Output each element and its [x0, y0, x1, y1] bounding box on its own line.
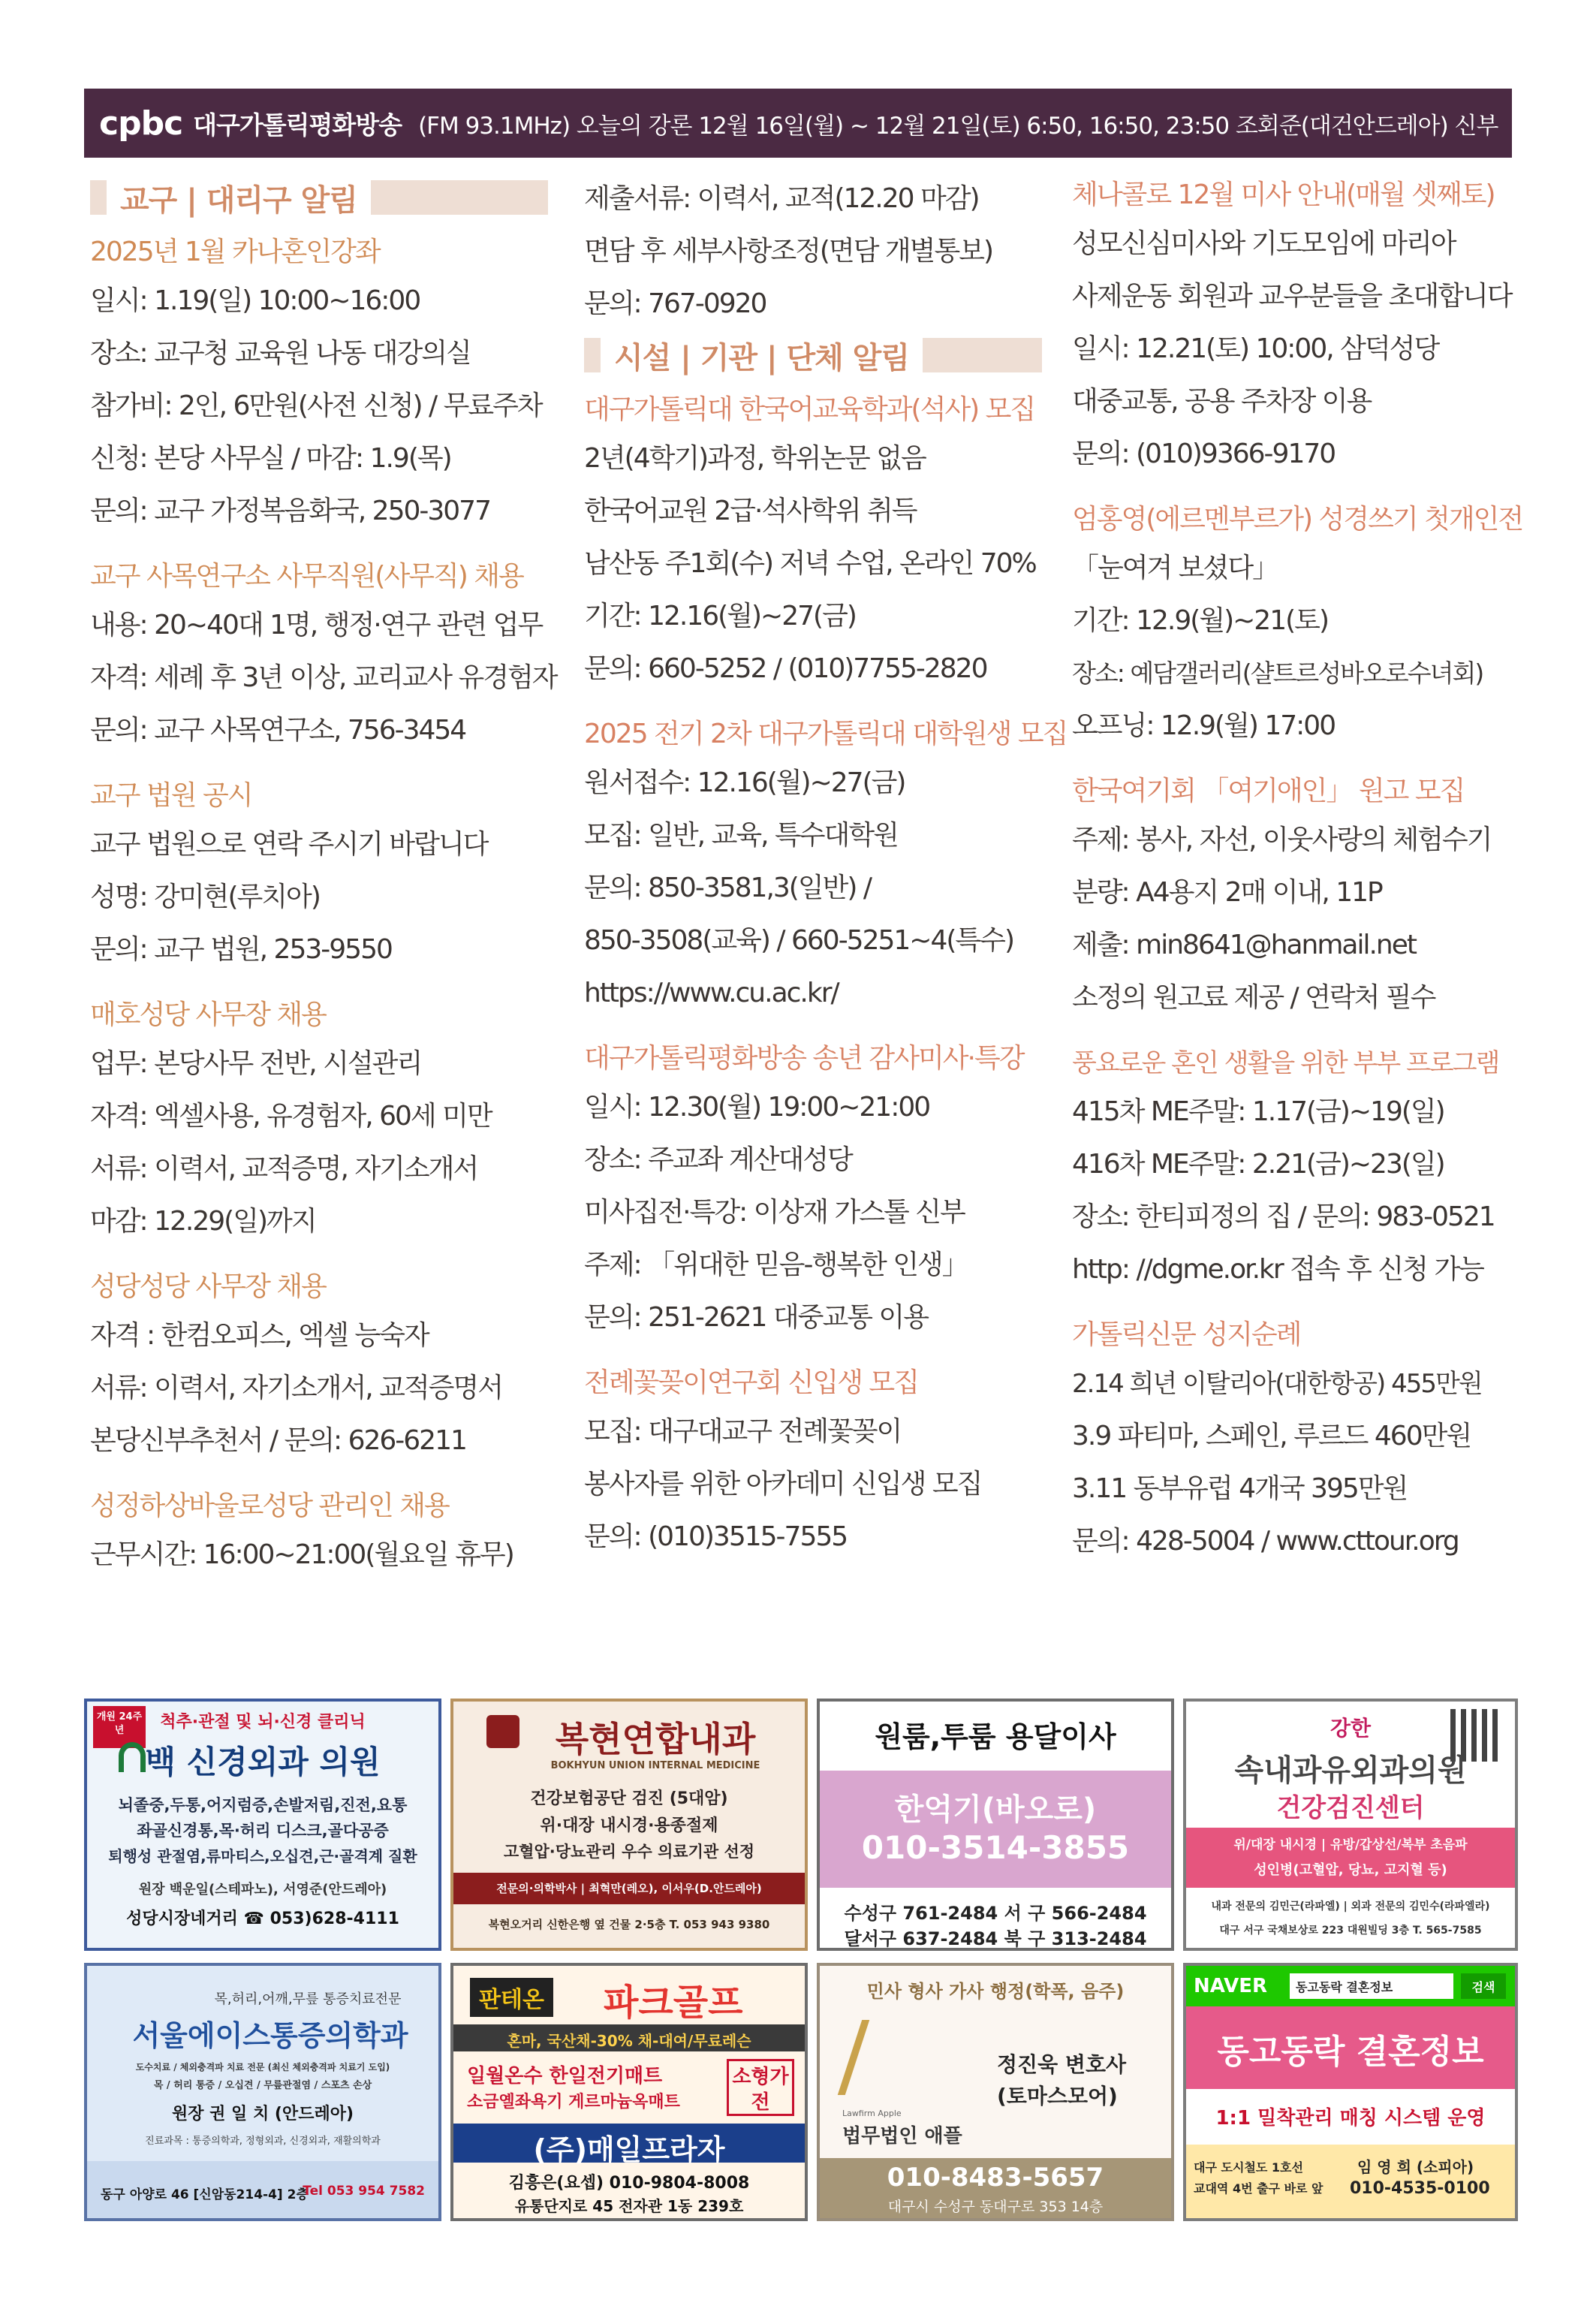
broadcast-info: (FM 93.1MHz) 오늘의 강론 12월 16일(월) ~ 12월 21일(토) 6:50, 16:50, 23:50 조회준(대건안드레아) 신부 [418, 112, 1498, 140]
notice-continuation [584, 173, 1042, 330]
ad-park-golf[interactable] [450, 1963, 808, 2221]
notice-line: 업무: 본당사무 전반, 시설관리 [90, 1048, 422, 1079]
ad-owner-name: 한억기(바오로) [894, 1792, 1097, 1827]
notice-line: 문의: 251-2621 대중교통 이용 [584, 1302, 928, 1333]
section-bar-left [90, 180, 107, 215]
ad-tag: 소형가전 [727, 2059, 794, 2116]
notice-line: 문의: 교구 사목연구소, 756-3454 [90, 715, 466, 746]
ad-contact-name: 임 영 희 (소피아) [1357, 2158, 1474, 2176]
notice-line: 2.14 희년 이탈리아(대한항공) 455만원 [1072, 1369, 1482, 1399]
notice-item [1072, 497, 1522, 752]
notice-title: 전례꽃꽂이연구회 신입생 모집 [584, 1367, 918, 1398]
notice-item [1072, 173, 1522, 481]
ad-services-line: 성인병(고혈압, 당뇨, 고지혈 등) [1254, 1862, 1447, 1878]
ad-lawyer: 정진욱 변호사 [997, 2052, 1127, 2077]
notice-line: 참가비: 2인, 6만원(사전 신청) / 무료주차 [90, 390, 542, 421]
ad-address: 유통단지로 45 전자관 1동 239호 [514, 2197, 744, 2215]
website-link[interactable]: http: //dgme.or.kr 접속 후 신청 가능 [1072, 1254, 1483, 1285]
notice-line: 2년(4학기)과정, 학위논문 없음 [584, 443, 926, 474]
notice-line: 장소: 주교좌 계산대성당 [584, 1144, 852, 1175]
email-link[interactable]: 제출: min8641@hanmail.net [1072, 930, 1416, 960]
ad-address: 대구시 수성구 동대구로 353 14층 [887, 2199, 1104, 2215]
notice-item [584, 387, 1042, 695]
header-bar [84, 89, 1512, 158]
ad-services-line: 목 / 허리 통증 / 오십견 / 무릎관절염 / 스포츠 손상 [153, 2080, 372, 2091]
section-title: 교구 | 대리구 알림 [120, 182, 357, 218]
ad-tagline: 목,허리,어깨,무릎 통증치료전문 [214, 1991, 402, 2007]
ad-services-line: 도수치료 / 체외충격파 치료 전문 (최신 체외충격파 치료기 도입) [135, 2062, 390, 2072]
notice-item [1072, 1041, 1522, 1296]
notice-line: 사제운동 회원과 교우분들을 초대합니다 [1072, 281, 1512, 312]
notice-line: 장소: 예담갤러리(샬트르성바오로수녀회) [1072, 659, 1483, 688]
notice-line: 신청: 본당 사무실 / 마감: 1.9(목) [90, 443, 451, 474]
column-1 [90, 173, 557, 1598]
notice-title: 2025 전기 2차 대구가톨릭대 대학원생 모집 [584, 719, 1068, 749]
ad-promo: 혼마, 국산채-30% 채-대여/무료레슨 [507, 2032, 751, 2050]
ad-tagline: 1:1 밀착관리 매칭 시스템 운영 [1215, 2107, 1486, 2130]
anniversary-badge: 개원 24주년 [93, 1706, 146, 1748]
notice-item [584, 1036, 1042, 1344]
section-bar-right [371, 180, 548, 215]
ad-gangan-clinic[interactable] [1183, 1699, 1518, 1951]
notice-item [90, 230, 548, 538]
notice-line: 서류: 이력서, 교적증명, 자기소개서 [90, 1153, 478, 1184]
ad-services-line: 퇴행성 관절염,류마티스,오십견,근·골격계 질환 [108, 1847, 417, 1865]
notice-line: 일시: 12.21(토) 10:00, 삼덕성당 [1072, 333, 1439, 364]
notice-line: 면담 후 세부사항조정(면담 개별통보) [584, 236, 993, 267]
website-link[interactable]: https://www.cu.ac.kr/ [584, 978, 839, 1008]
notice-line: 마감: 12.29(일)까지 [90, 1206, 316, 1237]
ad-address-phone: 대구 서구 국채보상로 223 대원빌딩 3층 T. 565-7585 [1219, 1925, 1482, 1937]
notice-line: 본당신부추천서 / 문의: 626-6211 [90, 1425, 466, 1456]
notice-line: 문의: 교구 가정복음화국, 250-3077 [90, 496, 490, 526]
notice-line: 자격: 엑셀사용, 유경험자, 60세 미만 [90, 1101, 492, 1132]
notice-line: 장소: 한티피정의 집 / 문의: 983-0521 [1072, 1201, 1495, 1232]
ad-product-line: 소금옐좌욕기 게르마늄옥매트 [467, 2093, 680, 2112]
notice-line: 소정의 원고료 제공 / 연락처 필수 [1072, 982, 1435, 1013]
ad-donggo-marriage[interactable] [1183, 1963, 1518, 2221]
notice-item [584, 1361, 1042, 1563]
ad-phone: 010-3514-3855 [861, 1829, 1130, 1866]
ad-clinic-name: 백 신경외과 의원 [145, 1744, 381, 1780]
ad-services-line: 고혈압·당뇨관리 우수 의료기관 선정 [503, 1843, 755, 1861]
ad-center-name: 건강검진센터 [1276, 1793, 1425, 1823]
notice-title: 한국여기회 「여기애인」 원고 모집 [1072, 776, 1465, 806]
notice-title: 성정하상바울로성당 관리인 채용 [90, 1491, 449, 1521]
ad-branch-phones: 달서구 637-2484 북 구 313-2484 [844, 1928, 1147, 1949]
ad-address: 동구 아양로 46 [신암동214-4] 2층 [101, 2187, 309, 2202]
ad-product: 파크골프 [604, 1982, 743, 2024]
notice-title: 가톨릭신문 성지순례 [1072, 1319, 1301, 1350]
ad-title: 원룸,투룸 용달이사 [875, 1720, 1116, 1753]
ad-firm-english: Lawfirm Apple [842, 2109, 902, 2118]
notice-item [90, 993, 548, 1248]
notice-line: 기간: 12.16(월)~27(금) [584, 601, 856, 632]
notice-line: 「눈여겨 보셨다」 [1072, 553, 1278, 583]
ad-moving-service[interactable] [817, 1699, 1174, 1951]
ad-company: (주)매일프라자 [533, 2133, 725, 2166]
section-header-diocese [90, 179, 548, 216]
notice-item [90, 773, 548, 976]
ad-services-line: 좌골신경통,목·허리 디스크,골다공증 [137, 1822, 389, 1840]
ad-seoul-ace-clinic[interactable] [84, 1963, 441, 2221]
ad-clinic-name: 속내과유외과의원 [1234, 1753, 1467, 1788]
naver-search-button[interactable]: 검색 [1461, 1973, 1506, 1999]
notice-item [90, 554, 557, 757]
notice-title: 성당성당 사무장 채용 [90, 1271, 326, 1302]
notice-line: 분량: A4용지 2매 이내, 11P [1072, 877, 1382, 908]
ad-firm-name: 법무법인 애플 [842, 2125, 962, 2148]
notice-line: 장소: 교구청 교육원 나동 대강의실 [90, 338, 471, 369]
notice-line: 성명: 강미현(루치아) [90, 882, 320, 912]
ad-director: 원장 권 일 치 (안드레아) [171, 2105, 354, 2124]
notice-line: 일시: 1.19(일) 10:00~16:00 [90, 285, 420, 316]
ad-clinic-name: 복현연합내과 [555, 1719, 756, 1759]
ad-practice-areas: 민사 형사 가사 행정(학폭, 음주) [866, 1981, 1125, 2002]
notice-line: 기간: 12.9(월)~21(토) [1072, 605, 1328, 636]
notice-title: 매호성당 사무장 채용 [90, 999, 326, 1030]
station-name: 대구가톨릭평화방송 [193, 110, 402, 140]
ad-address-phone: 복현오거리 신한은행 옆 건물 2·5층 T. 053 943 9380 [488, 1918, 770, 1931]
notice-title: 교구 사목연구소 사무직원(사무직) 채용 [90, 561, 523, 592]
notice-line: 문의: 767-0920 [584, 288, 766, 319]
notice-line: 문의: (010)9366-9170 [1072, 439, 1336, 469]
ad-contact: 김흥은(요셉) 010-9804-8008 [508, 2174, 750, 2193]
notice-line: 주제: 봉사, 자선, 이웃사랑의 체험수기 [1072, 824, 1492, 855]
section-bar-right [923, 338, 1042, 372]
notice-line: 모집: 일반, 교육, 특수대학원 [584, 820, 898, 851]
ad-clinic-english: BOKHYUN UNION INTERNAL MEDICINE [550, 1760, 760, 1771]
ad-doctors: 원장 백운일(스테파노), 서영준(안드레아) [138, 1882, 387, 1898]
ad-product-line: 일월온수 한일전기매트 [467, 2065, 663, 2087]
ad-doctors: 전문의·의학박사 | 최혁만(레오), 이서우(D.안드레아) [496, 1882, 762, 1895]
notice-line: 내용: 20~40대 1명, 행정·연구 관련 업무 [90, 610, 543, 641]
notice-line: 문의: 교구 법원, 253-9550 [90, 934, 392, 965]
notice-line: 봉사자를 위한 아카데미 신입생 모집 [584, 1469, 982, 1500]
notice-line: 오프닝: 12.9(월) 17:00 [1072, 710, 1336, 741]
notice-item [1072, 769, 1522, 1024]
notice-item [90, 1484, 548, 1581]
ad-location-phone: 성당시장네거리 ☎ 053)628-4111 [126, 1910, 399, 1928]
notice-title: 교구 법원 공시 [90, 780, 252, 811]
ad-law-firm-apple[interactable] [817, 1963, 1174, 2221]
column-2 [584, 173, 1068, 1580]
website-link[interactable]: 문의: 428-5004 / www.cttour.org [1072, 1526, 1459, 1557]
notice-title: 대구가톨릭대 한국어교육학과(석사) 모집 [584, 394, 1035, 425]
ad-services-line: 위/대장 내시경 | 유방/갑상선/복부 초음파 [1233, 1837, 1468, 1852]
ad-lawyer-baptismal: (토마스모어) [997, 2084, 1118, 2109]
notice-title: 2025년 1월 카나혼인강좌 [90, 237, 380, 267]
notice-title: 엄홍영(에르멘부르가) 성경쓰기 첫개인전 [1072, 504, 1523, 535]
ad-bokhyun-clinic[interactable] [450, 1699, 808, 1951]
notice-line: 자격: 세례 후 3년 이상, 교리교사 유경험자 [90, 662, 557, 693]
notice-line: 한국어교원 2급·석사학위 취득 [584, 496, 917, 526]
notice-line: 모집: 대구대교구 전례꽃꽂이 [584, 1416, 902, 1447]
ad-services-line: 위·대장 내시경·용종절제 [540, 1816, 718, 1835]
firm-logo-icon [838, 2020, 929, 2095]
notice-title: 풍요로운 혼인 생활을 위한 부부 프로그램 [1072, 1048, 1499, 1078]
notice-line: 문의: 850-3581,3(일반) / [584, 873, 872, 903]
ad-company: 동고동락 결혼정보 [1217, 2033, 1484, 2071]
notice-line: 주제: 「위대한 믿음-행복한 인생」 [584, 1249, 968, 1280]
notice-line: 3.9 파티마, 스페인, 루르드 460만원 [1072, 1421, 1471, 1451]
notice-line: 남산동 주1회(수) 저녁 수업, 온라인 70% [584, 548, 1036, 579]
section-header-facilities [584, 336, 1042, 374]
notice-line: 미사집전·특강: 이상재 가스톨 신부 [584, 1197, 965, 1228]
notice-line: 문의: 660-5252 / (010)7755-2820 [584, 653, 987, 684]
notice-line: 대중교통, 공용 주차장 이용 [1072, 386, 1372, 417]
notice-line: 415차 ME주말: 1.17(금)~19(일) [1072, 1096, 1444, 1127]
ad-location: 교대역 4번 출구 바로 앞 [1194, 2181, 1323, 2196]
clinic-logo-icon [119, 1742, 146, 1772]
section-bar-left [584, 338, 601, 372]
notice-item [90, 1265, 548, 1467]
notice-line: 근무시간: 16:00~21:00(월요일 휴무) [90, 1539, 513, 1570]
naver-logo: NAVER [1194, 1975, 1268, 1997]
notice-line: 850-3508(교육) / 660-5251~4(특수) [584, 925, 1014, 956]
ad-branch-phones: 수성구 761-2484 서 구 566-2484 [844, 1903, 1147, 1924]
ad-baek-clinic[interactable] [84, 1699, 441, 1951]
section-title: 시설 | 기관 | 단체 알림 [614, 340, 909, 375]
notice-line: 서류: 이력서, 자기소개서, 교적증명서 [90, 1373, 502, 1403]
ad-location: 대구 도시철도 1호선 [1194, 2160, 1303, 2175]
ad-brand: 강한 [1329, 1716, 1372, 1741]
notice-line: 성모신심미사와 기도모임에 마리아 [1072, 228, 1456, 259]
notice-line: 자격 : 한컴오피스, 엑셀 능숙자 [90, 1320, 429, 1351]
ad-services-line: 뇌졸중,두통,어지럼증,손발저림,진전,요통 [118, 1796, 408, 1814]
notice-line: 교구 법원으로 연락 주시기 바랍니다 [90, 829, 488, 860]
notice-line: 제출서류: 이력서, 교적(12.20 마감) [584, 183, 979, 214]
ad-phone: 010-8483-5657 [887, 2163, 1104, 2193]
ad-badge: 판테온 [470, 1978, 553, 2017]
ad-services-line: 건강보험공단 검진 (5대암) [530, 1789, 728, 1808]
notice-title: 대구가톨릭평화방송 송년 감사미사·특강 [584, 1043, 1024, 1074]
naver-search-box[interactable]: 동고동락 결혼정보 [1290, 1973, 1453, 1999]
ad-phone: Tel 053 954 7582 [303, 2184, 425, 2199]
notice-title: 체나콜로 12월 미사 안내(매월 셋째토) [1072, 179, 1495, 210]
notice-line: 문의: (010)3515-7555 [584, 1521, 848, 1552]
notice-item [1072, 1313, 1522, 1568]
notice-line: 원서접수: 12.16(월)~27(금) [584, 767, 905, 798]
ad-tagline: 척추·관절 및 뇌·신경 클리닉 [160, 1713, 366, 1732]
ad-doctors: 내과 전문의 김민근(라파엘) | 외과 전문의 김민수(라파엘라) [1211, 1901, 1490, 1913]
ad-specialties: 진료과목 : 통증의학과, 정형외과, 신경외과, 재활의학과 [145, 2136, 381, 2147]
notice-line: 3.11 동부유럽 4개국 395만원 [1072, 1473, 1408, 1504]
ad-phone: 010-4535-0100 [1350, 2179, 1490, 2198]
ad-clinic-name: 서울에이스통증의학과 [132, 2019, 408, 2052]
column-3 [1072, 173, 1522, 1584]
notice-item [584, 712, 1068, 1020]
cpbc-logo: cpbc [99, 104, 183, 143]
notice-line: 416차 ME주말: 2.21(금)~23(일) [1072, 1149, 1444, 1180]
notice-line: 일시: 12.30(월) 19:00~21:00 [584, 1092, 930, 1123]
